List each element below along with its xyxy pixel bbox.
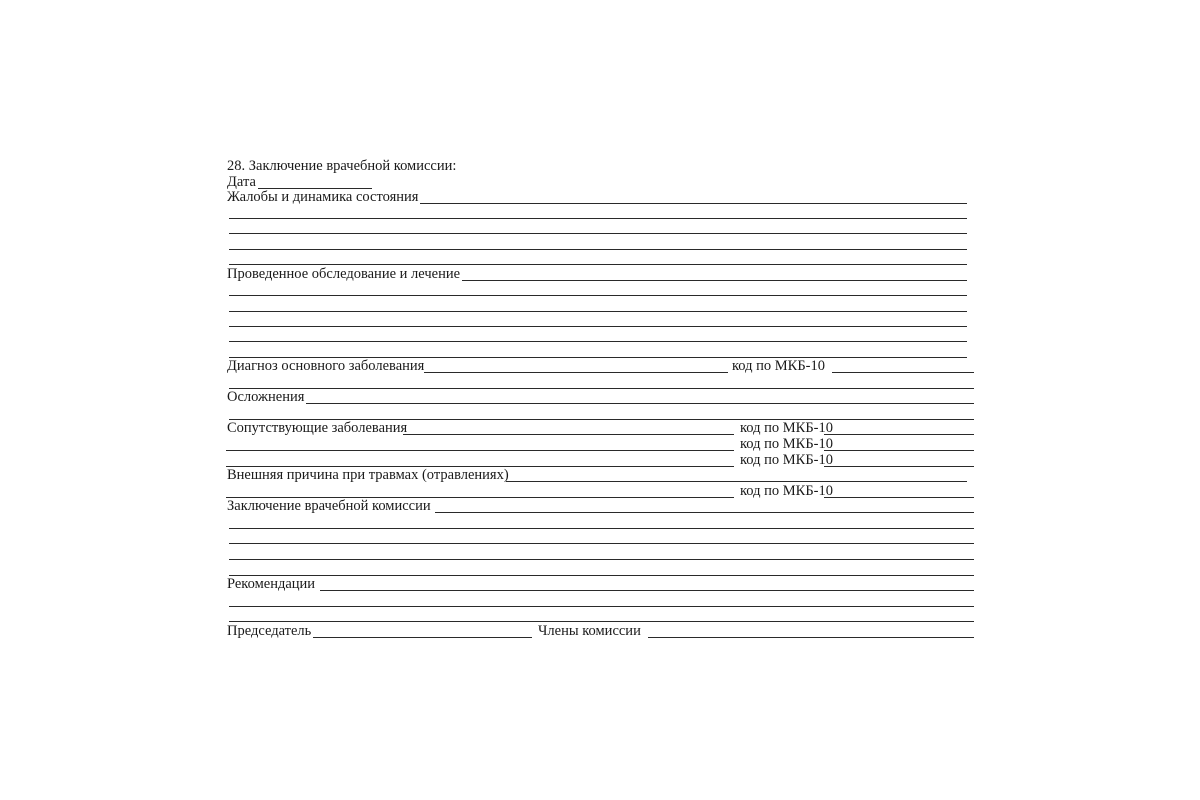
complications-field[interactable]: [306, 403, 974, 404]
external-cause-field[interactable]: [506, 481, 967, 482]
conclusion-line[interactable]: [229, 543, 974, 544]
external-cause-icd-field[interactable]: [824, 497, 974, 498]
diagnosis-label: Диагноз основного заболевания: [227, 358, 425, 374]
external-cause-icd-label: код по МКБ-10: [740, 483, 833, 499]
exam-field[interactable]: [462, 280, 967, 281]
comorbid-line[interactable]: [226, 450, 734, 451]
exam-label: Проведенное обследование и лечение: [227, 266, 461, 282]
comorbid-icd-field-1[interactable]: [824, 434, 974, 435]
chairman-signature-field[interactable]: [313, 637, 532, 638]
conclusion-line[interactable]: [229, 575, 974, 576]
diagnosis-icd-field[interactable]: [832, 372, 974, 373]
comorbid-icd-label-3: код по МКБ-10: [740, 452, 833, 468]
recommendations-line[interactable]: [229, 606, 974, 607]
diagnosis-line[interactable]: [229, 388, 974, 389]
comorbid-icd-label-2: код по МКБ-10: [740, 436, 833, 452]
diagnosis-field[interactable]: [424, 372, 728, 373]
conclusion-line[interactable]: [229, 528, 974, 529]
recommendations-field[interactable]: [320, 590, 974, 591]
complaints-line[interactable]: [229, 218, 967, 219]
complaints-line[interactable]: [229, 264, 967, 265]
exam-line[interactable]: [229, 311, 967, 312]
comorbid-field[interactable]: [403, 434, 734, 435]
exam-line[interactable]: [229, 341, 967, 342]
diagnosis-icd-label: код по МКБ-10: [732, 358, 825, 374]
complaints-label: Жалобы и динамика состояния: [227, 189, 419, 205]
date-label: Дата: [227, 174, 256, 190]
members-signature-field[interactable]: [648, 637, 974, 638]
external-cause-label: Внешняя причина при травмах (отравлениях): [227, 467, 509, 483]
comorbid-label: Сопутствующие заболевания: [227, 420, 408, 436]
complications-label: Осложнения: [227, 389, 305, 405]
comorbid-icd-field-3[interactable]: [824, 466, 974, 467]
members-label: Члены комиссии: [538, 623, 641, 639]
exam-line[interactable]: [229, 295, 967, 296]
complaints-line[interactable]: [229, 249, 967, 250]
recommendations-line[interactable]: [229, 621, 974, 622]
chairman-label: Председатель: [227, 623, 312, 639]
complaints-field[interactable]: [420, 203, 967, 204]
conclusion-line[interactable]: [229, 559, 974, 560]
exam-line[interactable]: [229, 326, 967, 327]
recommendations-label: Рекомендации: [227, 576, 316, 592]
conclusion-label: Заключение врачебной комиссии: [227, 498, 431, 514]
complaints-line[interactable]: [229, 233, 967, 234]
comorbid-icd-field-2[interactable]: [824, 450, 974, 451]
comorbid-icd-label-1: код по МКБ-10: [740, 420, 833, 436]
form-title: 28. Заключение врачебной комиссии:: [227, 158, 457, 174]
conclusion-field[interactable]: [435, 512, 974, 513]
